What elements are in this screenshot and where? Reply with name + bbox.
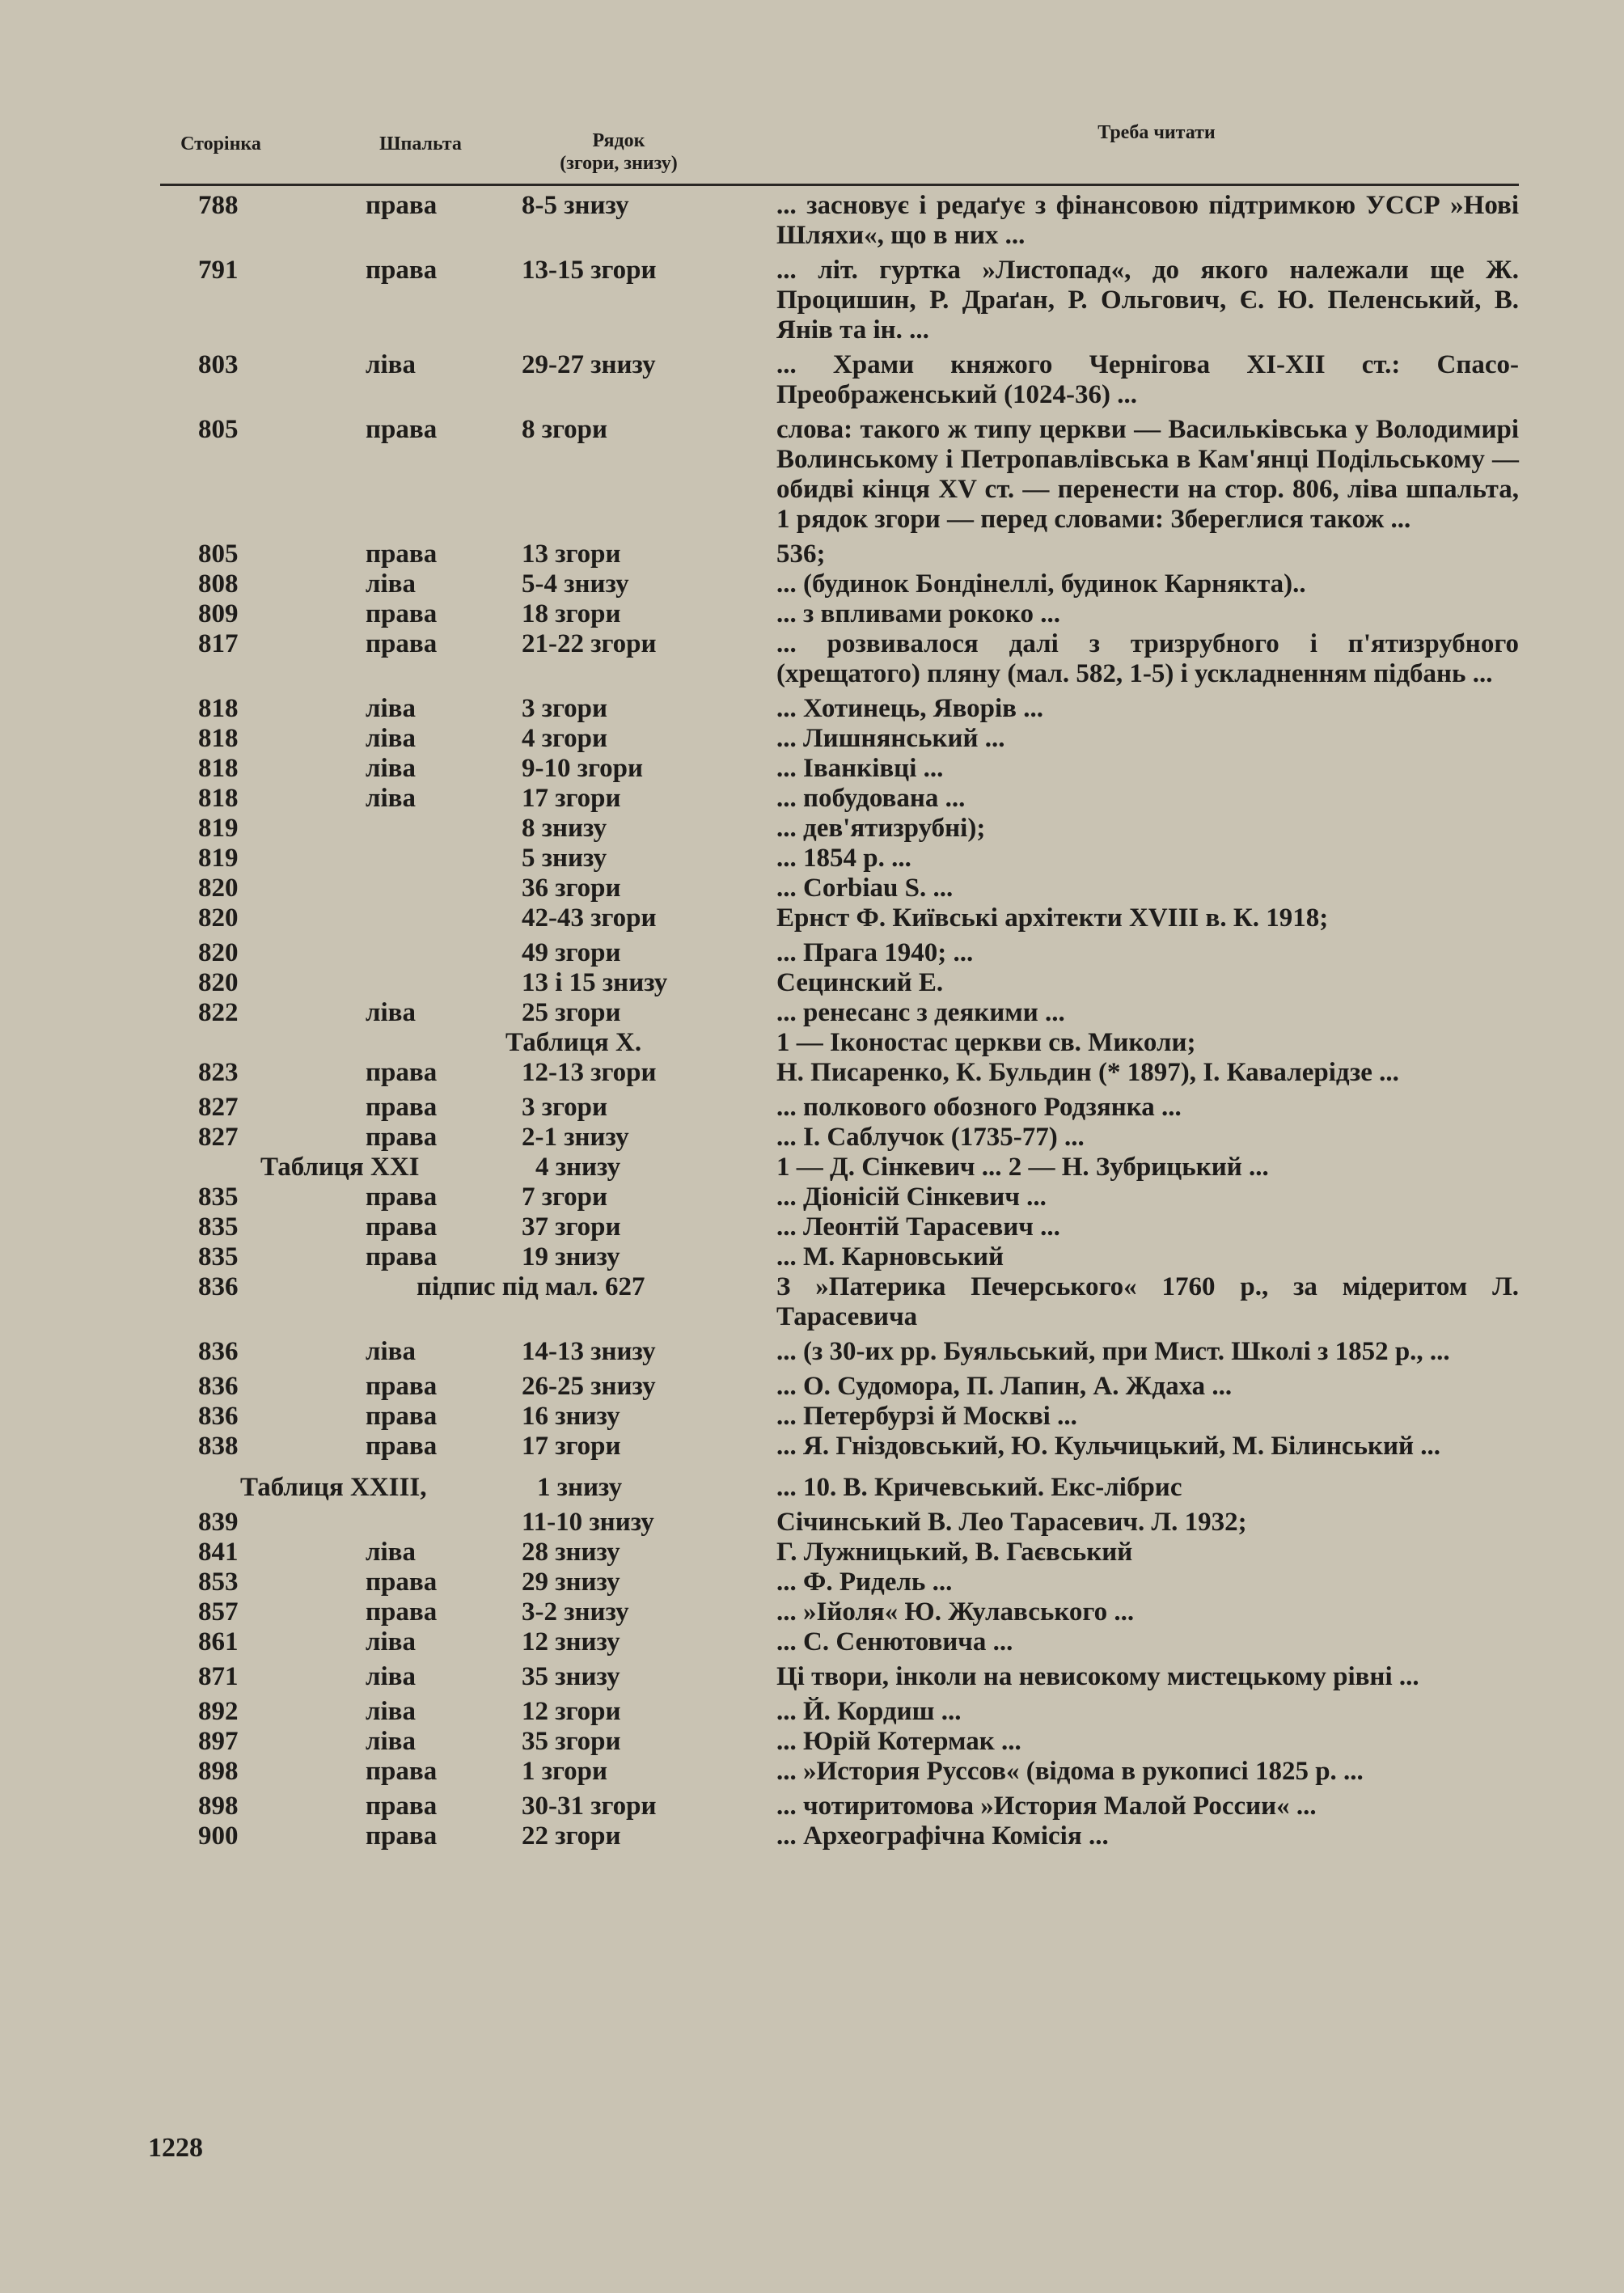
errata-row [0, 1402, 1624, 1432]
col-header-page: Сторінка [180, 133, 261, 154]
page-cell: 818 [198, 784, 239, 813]
column-cell: ліва [366, 724, 417, 753]
correction-text: Ернст Ф. Київські архітекти XVIII в. К. 1918; [776, 903, 1329, 933]
errata-row [0, 844, 1624, 874]
line-cell: 13-15 згори [522, 256, 657, 285]
errata-row [0, 1627, 1624, 1657]
errata-row [0, 1182, 1624, 1212]
page-cell: 808 [198, 569, 239, 599]
errata-row [0, 1727, 1624, 1757]
correction-text: ... Прага 1940; ... [776, 938, 974, 967]
column-cell: права [366, 599, 438, 628]
column-cell: ліва [366, 754, 417, 783]
correction-text: ... полкового обозного Родзянка ... [776, 1093, 1182, 1122]
line-cell: 13 згори [522, 539, 621, 569]
correction-text: ... Corbiau S. ... [776, 874, 954, 903]
errata-row [0, 874, 1624, 903]
page-cell: Таблиця XXI [260, 1153, 420, 1182]
line-cell: 1 згори [522, 1757, 608, 1786]
errata-row [0, 629, 1624, 689]
page-cell: 817 [198, 629, 239, 658]
correction-text: ... 1854 р. ... [776, 844, 911, 873]
correction-text: ... І. Саблучок (1735-77) ... [776, 1123, 1085, 1152]
errata-row [0, 1662, 1624, 1692]
correction-text: ... чотиритомова »История Малой России« ... [776, 1792, 1317, 1821]
errata-row [0, 1697, 1624, 1727]
errata-row [0, 784, 1624, 814]
page-cell: Таблиця X. [505, 1028, 642, 1057]
line-cell: 16 знизу [522, 1402, 620, 1431]
line-cell: 9-10 згори [522, 754, 644, 783]
page-cell: 839 [198, 1508, 239, 1537]
errata-row [0, 903, 1624, 933]
line-cell: 8 згори [522, 415, 608, 444]
errata-row [0, 998, 1624, 1028]
correction-text: ... Петербурзі й Москві ... [776, 1402, 1077, 1431]
errata-row [0, 350, 1624, 410]
correction-text: ... розвивалося далі з тризрубного і п'ятизрубного (хрещатого) пляну (мал. 582, 1-5) і ускладненням підбань ... [776, 629, 1519, 688]
correction-text: ... з впливами рококо ... [776, 599, 1060, 628]
page-cell: 871 [198, 1662, 239, 1691]
line-cell: 26-25 знизу [522, 1372, 656, 1401]
column-cell: ліва [366, 1538, 417, 1567]
column-cell: права [366, 1123, 438, 1152]
page-cell: 853 [198, 1567, 239, 1597]
correction-text: ... дев'ятизрубні); [776, 814, 986, 843]
page-cell: 857 [198, 1597, 239, 1627]
correction-text: ... Археографічна Комісія ... [776, 1821, 1109, 1851]
column-cell: ліва [366, 1662, 417, 1691]
column-cell: ліва [366, 1627, 417, 1656]
column-cell: підпис під мал. 627 [417, 1272, 645, 1301]
page-cell: 818 [198, 694, 239, 723]
page-cell: 819 [198, 844, 239, 873]
errata-row [0, 1821, 1624, 1851]
errata-table [0, 191, 1624, 1851]
page-cell: 836 [198, 1337, 239, 1366]
errata-row [0, 1473, 1624, 1503]
errata-row [0, 724, 1624, 754]
page-cell: 835 [198, 1182, 239, 1212]
line-cell: 12 згори [522, 1697, 621, 1726]
line-cell: 42-43 згори [522, 903, 657, 933]
column-cell: ліва [366, 1337, 417, 1366]
errata-row [0, 968, 1624, 998]
line-cell: 49 згори [522, 938, 621, 967]
line-cell: 13 і 15 знизу [522, 968, 668, 997]
correction-text: ... Хотинець, Яворів ... [776, 694, 1043, 723]
correction-text: ... засновує і редаґує з фінансовою підтримкою УССР »Нові Шляхи«, що в них ... [776, 191, 1519, 250]
column-cell: права [366, 1372, 438, 1401]
page-cell: 820 [198, 874, 239, 903]
errata-row [0, 1792, 1624, 1821]
page-number: 1228 [148, 2133, 203, 2163]
page-cell: 820 [198, 938, 239, 967]
correction-text: З »Патерика Печерського« 1760 р., за мідеритом Л. Тарасевича [776, 1272, 1519, 1331]
page-cell: 791 [198, 256, 239, 285]
column-cell: права [366, 1242, 438, 1271]
line-cell: 17 згори [522, 1432, 621, 1461]
page-cell: 805 [198, 415, 239, 444]
errata-row [0, 1058, 1624, 1088]
errata-row [0, 1272, 1624, 1332]
page-cell: 835 [198, 1212, 239, 1242]
page-cell: 823 [198, 1058, 239, 1087]
errata-row [0, 1597, 1624, 1627]
page-cell: 820 [198, 903, 239, 933]
errata-row [0, 256, 1624, 345]
correction-text: ... Діонісій Сінкевич ... [776, 1182, 1047, 1212]
column-cell: права [366, 1567, 438, 1597]
column-cell: ліва [366, 784, 417, 813]
line-cell: 4 знизу [535, 1153, 621, 1182]
page-cell: 836 [198, 1372, 239, 1401]
errata-row [0, 694, 1624, 724]
correction-text: ... Леонтій Тарасевич ... [776, 1212, 1060, 1242]
errata-row [0, 1372, 1624, 1402]
page-cell: 827 [198, 1093, 239, 1122]
correction-text: ... (з 30-их рр. Буяльський, при Мист. Школі з 1852 р., ... [776, 1337, 1450, 1366]
line-cell: 14-13 знизу [522, 1337, 656, 1366]
line-cell: 3 згори [522, 694, 608, 723]
correction-text: 536; [776, 539, 826, 569]
line-cell: 30-31 згори [522, 1792, 657, 1821]
header-rule [160, 184, 1519, 186]
correction-text: ... побудована ... [776, 784, 966, 813]
errata-row [0, 1028, 1624, 1058]
page-cell: 892 [198, 1697, 239, 1726]
page-cell: 809 [198, 599, 239, 628]
line-cell: 5 знизу [522, 844, 607, 873]
column-cell: ліва [366, 350, 417, 379]
page-cell: Таблиця XXIII, [240, 1473, 427, 1502]
line-cell: 2-1 знизу [522, 1123, 629, 1152]
correction-text: Сецинский Е. [776, 968, 944, 997]
correction-text: ... О. Судомора, П. Лапин, А. Ждаха ... [776, 1372, 1233, 1401]
col-header-line-title: Рядок [592, 130, 645, 151]
column-cell: права [366, 1432, 438, 1461]
correction-text: Н. Писаренко, К. Бульдин (* 1897), І. Кавалерідзе ... [776, 1058, 1399, 1087]
line-cell: 22 згори [522, 1821, 621, 1851]
line-cell: 19 знизу [522, 1242, 620, 1271]
correction-text: ... (будинок Бондінеллі, будинок Карнякта).. [776, 569, 1306, 599]
errata-row [0, 1538, 1624, 1567]
errata-row [0, 569, 1624, 599]
errata-row [0, 1757, 1624, 1787]
page-cell: 898 [198, 1792, 239, 1821]
line-cell: 5-4 знизу [522, 569, 629, 599]
correction-text: Г. Лужницький, В. Гаєвський [776, 1538, 1133, 1567]
page-cell: 861 [198, 1627, 239, 1656]
errata-row [0, 539, 1624, 569]
correction-text: 1 — Іконостас церкви св. Миколи; [776, 1028, 1196, 1057]
line-cell: 18 згори [522, 599, 621, 628]
correction-text: ... Лишнянський ... [776, 724, 1005, 753]
correction-text: ... літ. гуртка »Листопад«, до якого належали ще Ж. Процишин, Р. Драґан, Р. Ольгович, Є. Ю. Пеленський, В. Янів та ін. ... [776, 256, 1519, 345]
page-cell: 805 [198, 539, 239, 569]
errata-row [0, 1567, 1624, 1597]
column-cell: ліва [366, 998, 417, 1027]
line-cell: 3-2 знизу [522, 1597, 629, 1627]
correction-text: слова: такого ж типу церкви — Васильківська у Володимирі Волинському і Петропавлівська в Кам'янці Подільському — обидві кінця XV ст. — перенести на стор. 806, ліва шпальта, 1 рядок згори — перед словами: Збереглися також ... [776, 415, 1519, 534]
errata-row [0, 1432, 1624, 1462]
line-cell: 8 знизу [522, 814, 607, 843]
line-cell: 35 згори [522, 1727, 621, 1756]
column-cell: права [366, 1792, 438, 1821]
col-header-correction: Треба читати [1097, 122, 1216, 143]
correction-text: ... М. Карновський [776, 1242, 1004, 1271]
line-cell: 12-13 згори [522, 1058, 657, 1087]
errata-row [0, 754, 1624, 784]
page-cell: 835 [198, 1242, 239, 1271]
correction-text: ... С. Сенютовича ... [776, 1627, 1013, 1656]
column-cell: права [366, 1821, 438, 1851]
errata-row [0, 1508, 1624, 1538]
correction-text: Січинський В. Лео Тарасевич. Л. 1932; [776, 1508, 1247, 1537]
column-cell: права [366, 1212, 438, 1242]
page-cell: 898 [198, 1757, 239, 1786]
page-cell: 818 [198, 724, 239, 753]
line-cell: 8-5 знизу [522, 191, 629, 220]
col-header-line [518, 129, 720, 175]
correction-text: ... ренесанс з деякими ... [776, 998, 1065, 1027]
line-cell: 1 знизу [537, 1473, 623, 1502]
column-cell: права [366, 1093, 438, 1122]
column-cell: права [366, 256, 438, 285]
errata-row [0, 415, 1624, 535]
line-cell: 25 згори [522, 998, 621, 1027]
errata-row [0, 1242, 1624, 1272]
errata-row [0, 1093, 1624, 1123]
column-cell: права [366, 1597, 438, 1627]
correction-text: ... Я. Гніздовський, Ю. Кульчицький, М. Білинський ... [776, 1432, 1440, 1461]
column-cell: права [366, 1757, 438, 1786]
page-cell: 897 [198, 1727, 239, 1756]
errata-row [0, 191, 1624, 251]
line-cell: 17 згори [522, 784, 621, 813]
errata-row [0, 599, 1624, 629]
line-cell: 37 згори [522, 1212, 621, 1242]
correction-text: ... Храми княжого Чернігова XI-XII ст.: Спасо-Преображенський (1024-36) ... [776, 350, 1519, 409]
column-cell: ліва [366, 694, 417, 723]
page-cell: 827 [198, 1123, 239, 1152]
correction-text: ... Іванківці ... [776, 754, 944, 783]
correction-text: ... »История Руссов« (відома в рукописі 1825 р. ... [776, 1757, 1364, 1786]
column-cell: права [366, 629, 438, 658]
page-cell: 836 [198, 1272, 239, 1301]
page-cell: 841 [198, 1538, 239, 1567]
page-cell: 838 [198, 1432, 239, 1461]
line-cell: 29 знизу [522, 1567, 620, 1597]
correction-text: Ці твори, інколи на невисокому мистецькому рівні ... [776, 1662, 1419, 1691]
page-cell: 820 [198, 968, 239, 997]
page-cell: 836 [198, 1402, 239, 1431]
errata-row [0, 1153, 1624, 1182]
column-cell: права [366, 191, 438, 220]
page-cell: 822 [198, 998, 239, 1027]
col-header-line-sub: (згори, знизу) [560, 153, 678, 174]
correction-text: ... »Ійоля« Ю. Жулавського ... [776, 1597, 1135, 1627]
col-header-column: Шпальта [379, 133, 462, 154]
correction-text: ... Юрій Котермак ... [776, 1727, 1021, 1756]
errata-row [0, 814, 1624, 844]
page-cell: 900 [198, 1821, 239, 1851]
page-cell: 818 [198, 754, 239, 783]
errata-row [0, 1337, 1624, 1367]
correction-text: ... Ф. Ридель ... [776, 1567, 953, 1597]
column-cell: права [366, 415, 438, 444]
line-cell: 28 знизу [522, 1538, 620, 1567]
errata-row [0, 938, 1624, 968]
column-cell: ліва [366, 569, 417, 599]
errata-row [0, 1212, 1624, 1242]
line-cell: 3 згори [522, 1093, 608, 1122]
line-cell: 12 знизу [522, 1627, 620, 1656]
line-cell: 35 знизу [522, 1662, 620, 1691]
column-cell: ліва [366, 1697, 417, 1726]
correction-text: 1 — Д. Сінкевич ... 2 — Н. Зубрицький ... [776, 1153, 1269, 1182]
column-cell: права [366, 539, 438, 569]
correction-text: ... Й. Кордиш ... [776, 1697, 962, 1726]
column-cell: права [366, 1182, 438, 1212]
line-cell: 21-22 згори [522, 629, 657, 658]
page-cell: 803 [198, 350, 239, 379]
page-cell: 819 [198, 814, 239, 843]
column-cell: права [366, 1058, 438, 1087]
errata-row [0, 1123, 1624, 1153]
line-cell: 36 згори [522, 874, 621, 903]
column-cell: права [366, 1402, 438, 1431]
column-cell: ліва [366, 1727, 417, 1756]
line-cell: 4 згори [522, 724, 608, 753]
line-cell: 11-10 знизу [522, 1508, 654, 1537]
line-cell: 7 згори [522, 1182, 608, 1212]
correction-text: ... 10. В. Кричевський. Екс-лібрис [776, 1473, 1182, 1502]
line-cell: 29-27 знизу [522, 350, 656, 379]
page-cell: 788 [198, 191, 239, 220]
